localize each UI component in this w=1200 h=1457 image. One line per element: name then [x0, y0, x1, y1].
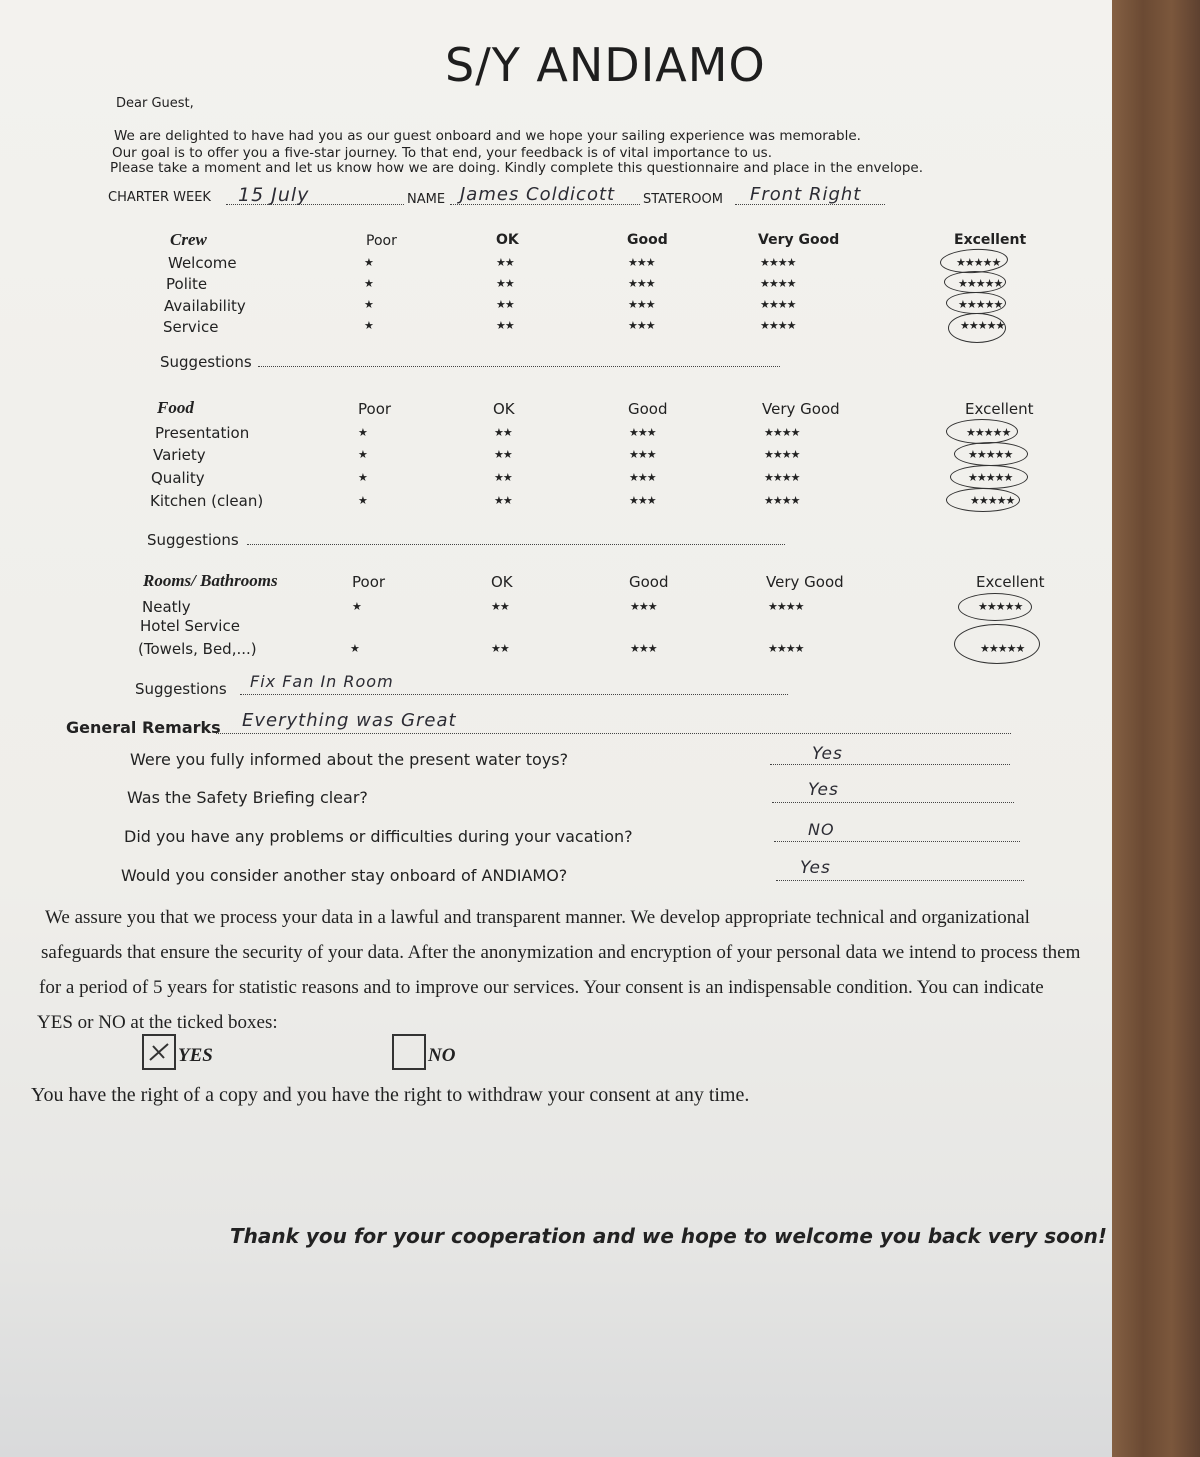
rating-star-ok[interactable]: ★★ — [494, 471, 512, 484]
crew-item-availability: Availability — [164, 297, 246, 315]
rating-star-ok[interactable]: ★★ — [496, 256, 514, 269]
general-remarks-line — [216, 733, 1011, 734]
greeting: Dear Guest, — [116, 96, 194, 111]
crew-col-ok: OK — [496, 232, 519, 248]
rooms-item-neatly: Neatly — [142, 598, 191, 616]
rating-star-ok[interactable]: ★★ — [496, 277, 514, 290]
rating-star-poor[interactable]: ★ — [358, 471, 367, 484]
selected-circle-mark — [954, 442, 1028, 466]
selected-circle-mark — [946, 419, 1018, 444]
rating-star-very-good[interactable]: ★★★★ — [764, 426, 800, 439]
selected-circle-mark — [946, 292, 1006, 314]
rooms-col-good: Good — [629, 573, 669, 591]
crew-section-title: Crew — [170, 230, 207, 249]
rating-star-good[interactable]: ★★★ — [630, 642, 657, 655]
rating-star-very-good[interactable]: ★★★★ — [764, 448, 800, 461]
rating-star-ok[interactable]: ★★ — [496, 298, 514, 311]
rating-star-very-good[interactable]: ★★★★ — [760, 298, 796, 311]
food-col-poor: Poor — [358, 400, 392, 418]
intro-line-2: Our goal is to offer you a five-star journey. To that end, your feedback is of vital importance to us. — [112, 145, 773, 161]
rating-star-good[interactable]: ★★★ — [628, 319, 655, 332]
rights-text: You have the right of a copy and you have the right to withdraw your consent at any time. — [31, 1084, 750, 1106]
wooden-table-edge — [1105, 0, 1200, 1457]
rooms-item-towels-bed: (Towels, Bed,...) — [138, 640, 257, 658]
food-item-presentation: Presentation — [155, 424, 250, 442]
selected-circle-mark — [958, 593, 1032, 621]
consent-no-label: NO — [428, 1045, 456, 1066]
answer-field[interactable]: Yes — [800, 858, 831, 878]
rating-star-ok[interactable]: ★★ — [494, 494, 512, 507]
rating-star-ok[interactable]: ★★ — [494, 426, 512, 439]
food-col-excellent: Excellent — [965, 400, 1034, 418]
rating-star-excellent[interactable]: ★★★★★ — [970, 494, 1015, 507]
charter-week-field[interactable]: 15 July — [238, 184, 310, 206]
rating-star-poor[interactable]: ★ — [364, 298, 373, 311]
name-field[interactable]: James Coldicott — [460, 184, 616, 205]
selected-circle-mark — [950, 465, 1028, 489]
rating-star-excellent[interactable]: ★★★★★ — [956, 256, 1001, 269]
crew-item-polite: Polite — [166, 275, 208, 293]
rating-star-very-good[interactable]: ★★★★ — [768, 642, 804, 655]
selected-circle-mark — [954, 624, 1040, 664]
rating-star-excellent[interactable]: ★★★★★ — [968, 448, 1013, 461]
rooms-suggestions-line — [240, 694, 788, 695]
rating-star-poor[interactable]: ★ — [352, 600, 361, 613]
rooms-suggestions-field[interactable]: Fix Fan In Room — [250, 672, 394, 691]
answer-line — [770, 764, 1010, 765]
rating-star-ok[interactable]: ★★ — [496, 319, 514, 332]
rating-star-good[interactable]: ★★★ — [629, 448, 656, 461]
food-section-title: Food — [157, 398, 194, 417]
food-col-good: Good — [628, 400, 668, 418]
check-mark-icon — [144, 1036, 174, 1068]
rooms-col-poor: Poor — [352, 573, 386, 591]
rating-star-very-good[interactable]: ★★★★ — [768, 600, 804, 613]
rating-star-good[interactable]: ★★★ — [628, 298, 655, 311]
name-label: NAME — [407, 192, 446, 207]
rating-star-good[interactable]: ★★★ — [628, 277, 655, 290]
rating-star-excellent[interactable]: ★★★★★ — [958, 298, 1003, 311]
consent-yes-label: YES — [178, 1045, 213, 1066]
rating-star-poor[interactable]: ★ — [350, 642, 359, 655]
rating-star-poor[interactable]: ★ — [358, 426, 367, 439]
question-text: Did you have any problems or difficulties during your vacation? — [124, 827, 633, 846]
crew-item-service: Service — [163, 318, 219, 336]
consent-yes-checkbox[interactable] — [142, 1034, 176, 1070]
rating-star-very-good[interactable]: ★★★★ — [760, 277, 796, 290]
rating-star-excellent[interactable]: ★★★★★ — [960, 319, 1005, 332]
crew-col-excellent: Excellent — [954, 232, 1027, 248]
food-suggestions-label: Suggestions — [147, 531, 239, 549]
consent-paragraph-line-4: YES or NO at the ticked boxes: — [37, 1012, 278, 1033]
crew-suggestions-field[interactable] — [258, 366, 780, 367]
question-text: Was the Safety Briefing clear? — [127, 788, 368, 807]
rating-star-poor[interactable]: ★ — [364, 319, 373, 332]
answer-field[interactable]: NO — [808, 820, 835, 839]
rooms-suggestions-label: Suggestions — [135, 680, 227, 698]
answer-field[interactable]: Yes — [808, 780, 839, 800]
rating-star-poor[interactable]: ★ — [358, 448, 367, 461]
crew-item-welcome: Welcome — [168, 254, 237, 272]
general-remarks-label: General Remarks — [66, 718, 221, 737]
food-item-quality: Quality — [151, 469, 205, 487]
charter-week-label: CHARTER WEEK — [108, 190, 211, 205]
answer-line — [776, 880, 1024, 881]
crew-col-very-good: Very Good — [758, 232, 840, 248]
rating-star-very-good[interactable]: ★★★★ — [760, 319, 796, 332]
stateroom-field[interactable]: Front Right — [750, 184, 862, 205]
rating-star-excellent[interactable]: ★★★★★ — [980, 642, 1025, 655]
rooms-col-very-good: Very Good — [766, 573, 844, 591]
rating-star-ok[interactable]: ★★ — [491, 600, 509, 613]
crew-suggestions-label: Suggestions — [160, 353, 252, 371]
rating-star-good[interactable]: ★★★ — [629, 471, 656, 484]
rating-star-good[interactable]: ★★★ — [629, 494, 656, 507]
answer-field[interactable]: Yes — [812, 744, 843, 764]
form-title: S/Y ANDIAMO — [445, 38, 766, 92]
food-item-variety: Variety — [153, 446, 206, 464]
consent-paragraph-line-1: We assure you that we process your data in a lawful and transparent manner. We develop appropriate technical and organizational — [45, 907, 1030, 928]
answer-line — [774, 841, 1020, 842]
answer-line — [772, 802, 1014, 803]
intro-line-1: We are delighted to have had you as our guest onboard and we hope your sailing experience was memorable. — [114, 128, 861, 144]
crew-col-good: Good — [627, 232, 668, 248]
rooms-col-ok: OK — [491, 573, 513, 591]
selected-circle-mark — [946, 488, 1020, 512]
rating-star-poor[interactable]: ★ — [358, 494, 367, 507]
rating-star-good[interactable]: ★★★ — [629, 426, 656, 439]
rating-star-very-good[interactable]: ★★★★ — [764, 494, 800, 507]
rating-star-poor[interactable]: ★ — [364, 277, 373, 290]
general-remarks-field[interactable]: Everything was Great — [242, 710, 457, 731]
rating-star-ok[interactable]: ★★ — [494, 448, 512, 461]
food-col-ok: OK — [493, 400, 515, 418]
selected-circle-mark — [948, 313, 1006, 343]
rooms-item-hotel-service: Hotel Service — [140, 617, 240, 635]
food-col-very-good: Very Good — [762, 400, 840, 418]
consent-paragraph-line-2: safeguards that ensure the security of your data. After the anonymization and encryption of your personal data we intend to process them — [41, 942, 1081, 963]
rating-star-very-good[interactable]: ★★★★ — [764, 471, 800, 484]
rating-star-excellent[interactable]: ★★★★★ — [968, 471, 1013, 484]
rating-star-excellent[interactable]: ★★★★★ — [958, 277, 1003, 290]
rating-star-good[interactable]: ★★★ — [628, 256, 655, 269]
selected-circle-mark — [944, 271, 1006, 293]
food-item-kitchen: Kitchen (clean) — [150, 492, 264, 510]
intro-line-3: Please take a moment and let us know how we are doing. Kindly complete this questionnaire and place in the envelope. — [110, 160, 924, 176]
thank-you-note: Thank you for your cooperation and we hope to welcome you back very soon! — [230, 1224, 1107, 1248]
rooms-section-title: Rooms/ Bathrooms — [143, 571, 278, 590]
rating-star-excellent[interactable]: ★★★★★ — [978, 600, 1023, 613]
rating-star-excellent[interactable]: ★★★★★ — [966, 426, 1011, 439]
crew-col-poor: Poor — [366, 233, 397, 249]
food-suggestions-field[interactable] — [247, 544, 785, 545]
rating-star-good[interactable]: ★★★ — [630, 600, 657, 613]
consent-no-checkbox[interactable] — [392, 1034, 426, 1070]
rooms-col-excellent: Excellent — [976, 573, 1045, 591]
rating-star-ok[interactable]: ★★ — [491, 642, 509, 655]
question-text: Were you fully informed about the present water toys? — [130, 750, 569, 769]
consent-paragraph-line-3: for a period of 5 years for statistic reasons and to improve our services. Your consent is an indispensable condition. You can indicate — [39, 977, 1044, 998]
question-text: Would you consider another stay onboard of ANDIAMO? — [121, 866, 568, 885]
rating-star-poor[interactable]: ★ — [364, 256, 373, 269]
stateroom-label: STATEROOM — [643, 192, 723, 207]
rating-star-very-good[interactable]: ★★★★ — [760, 256, 796, 269]
